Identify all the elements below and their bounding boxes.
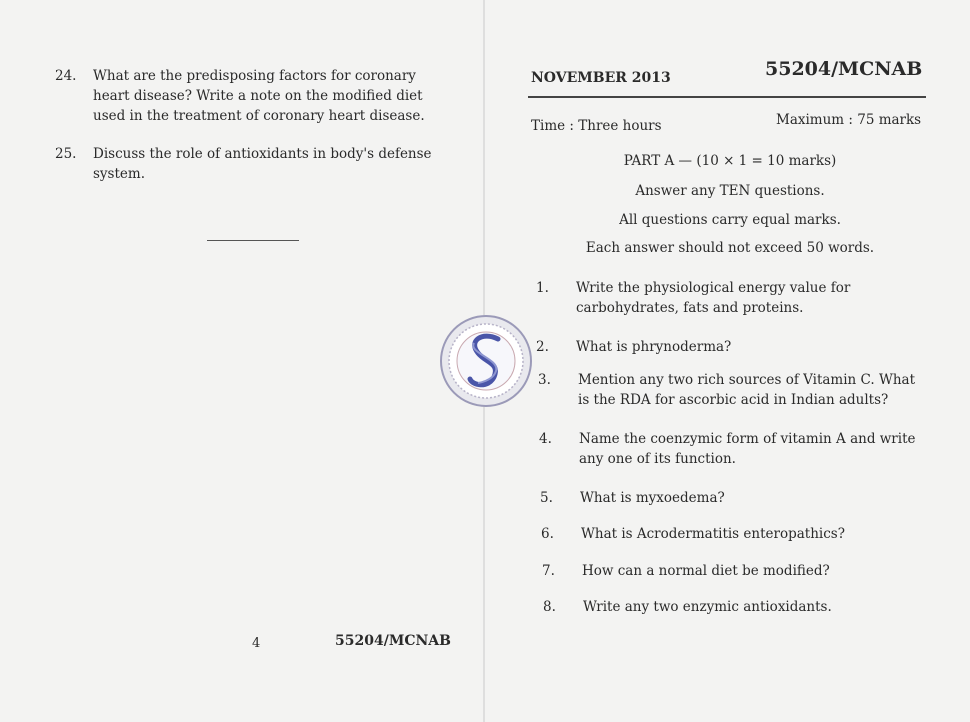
question-text: Discuss the role of antioxidants in body's defense system. (93, 146, 432, 182)
question-number: 24. (55, 68, 77, 84)
question-text: What is Acrodermatitis enteropathics? (581, 526, 845, 542)
question-text: What is phrynoderma? (576, 339, 732, 355)
time-allowed: Time : Three hours (531, 118, 662, 134)
university-seal-icon (438, 313, 534, 409)
footer-code: 55204/MCNAB (335, 633, 451, 649)
question-text: What is myxoedema? (580, 490, 725, 506)
end-rule (207, 240, 299, 241)
question-number: 3. (538, 372, 551, 388)
question-number: 2. (536, 339, 549, 355)
part-title: PART A — (10 × 1 = 10 marks) (623, 153, 837, 169)
question-number: 7. (542, 563, 555, 579)
exam-session: NOVEMBER 2013 (531, 70, 671, 86)
question-text: How can a normal diet be modified? (582, 563, 830, 579)
question-number: 25. (55, 146, 77, 162)
instruction: Answer any TEN questions. (635, 183, 825, 199)
instruction: Each answer should not exceed 50 words. (585, 240, 875, 256)
question-number: 8. (543, 599, 556, 615)
question-number: 5. (540, 490, 553, 506)
question-number: 1. (536, 280, 549, 296)
question-text: Name the coenzymic form of vitamin A and write any one of its function. (579, 431, 916, 467)
header-rule (528, 96, 926, 98)
question-number: 6. (541, 526, 554, 542)
max-marks: Maximum : 75 marks (776, 112, 922, 128)
question-text: Write the physiological energy value for carbohydrates, fats and proteins. (576, 280, 851, 316)
page-number: 4 (252, 636, 261, 651)
question-text: What are the predisposing factors for coronary heart disease? Write a note on the modified diet used in the treatment of coronary heart disease. (93, 68, 425, 124)
question-text: Write any two enzymic antioxidants. (583, 599, 832, 615)
question-number: 4. (539, 431, 552, 447)
question-text: Mention any two rich sources of Vitamin C. What is the RDA for ascorbic acid in Indian adults? (578, 372, 916, 408)
paper-code: 55204/MCNAB (765, 58, 923, 80)
instruction: All questions carry equal marks. (619, 212, 841, 228)
